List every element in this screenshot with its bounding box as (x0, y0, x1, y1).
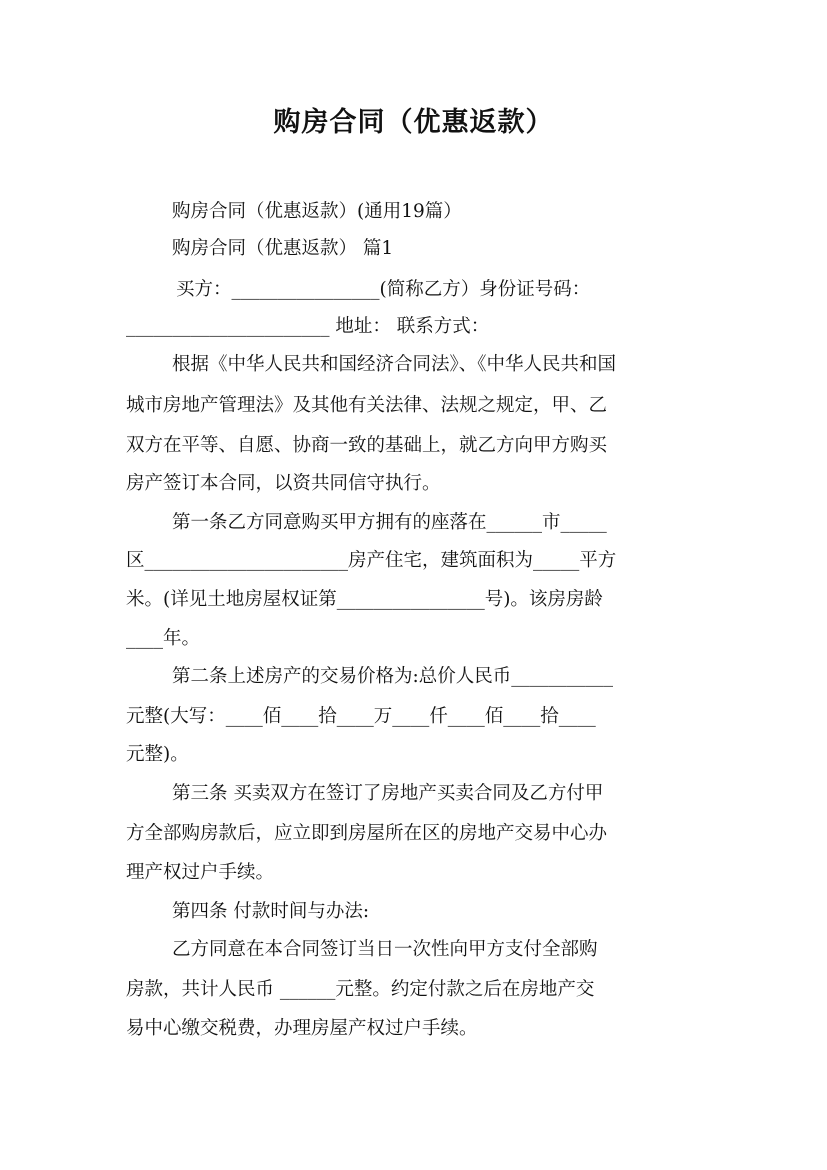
article-3-line: 第三条 买卖双方在签订了房地产买卖合同及乙方付甲 (172, 783, 604, 804)
article-1-line: 区______________________房产住宅，建筑面积为_____平方 (126, 550, 617, 571)
preamble-line: 根据《中华人民共和国经济合同法》、《中华人民共和国 (172, 354, 617, 375)
article-4-line: 房款，共计人民币 ______元整。约定付款之后在房地产交 (126, 979, 595, 1000)
preamble-line: 双方在平等、自愿、协商一致的基础上，就乙方向甲方购买 (126, 435, 608, 456)
article-3-line: 理产权过户手续。 (126, 862, 275, 883)
subtitle-line: 购房合同（优惠返款）(通用19篇） (172, 201, 462, 222)
preamble-line: 房产签订本合同，以资共同信守执行。 (126, 473, 441, 494)
article-4-line: 易中心缴交税费，办理房屋产权过户手续。 (126, 1018, 478, 1039)
article-2-line: 第二条上述房产的交易价格为:总价人民币___________ (172, 666, 613, 687)
section-heading: 购房合同（优惠返款） 篇1 (172, 238, 394, 259)
article-1-line: 米。(详见土地房屋权证第________________号)。该房房龄 (126, 589, 603, 610)
article-3-line: 方全部购房款后，应立即到房屋所在区的房地产交易中心办 (126, 823, 608, 844)
article-1-line: ____年。 (126, 628, 201, 649)
article-2-line: 元整)。 (126, 744, 189, 765)
document-title: 购房合同（优惠返款） (273, 107, 554, 138)
article-1-line: 第一条乙方同意购买甲方拥有的座落在______市_____ (172, 512, 607, 533)
article-2-line: 元整(大写：____佰____拾____万____仟____佰____拾____ (126, 706, 596, 727)
address-line: ______________________ 地址： 联系方式： (126, 316, 490, 337)
buyer-line: 买方：________________(简称乙方）身份证号码： (176, 279, 591, 300)
article-4-heading: 第四条 付款时间与办法: (172, 901, 370, 922)
preamble-line: 城市房地产管理法》及其他有关法律、法规之规定，甲、乙 (126, 395, 608, 416)
article-4-line: 乙方同意在本合同签订当日一次性向甲方支付全部购 (172, 939, 598, 960)
